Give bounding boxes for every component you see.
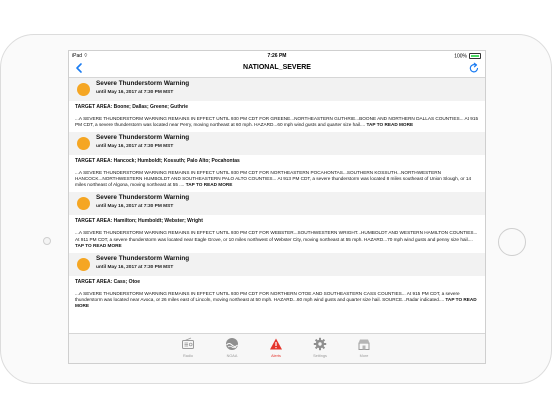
tab-label: Radio [183,354,193,358]
alert-expiry: until May 16, 2017 at 7:30 PM MST [96,90,174,95]
alert-header [69,132,485,155]
refresh-icon[interactable] [468,62,480,74]
tab-radio[interactable] [166,337,210,358]
tab-settings[interactable] [298,337,342,358]
alerts-list [69,78,485,333]
battery-status: 100% [454,53,481,59]
store-icon [357,337,371,351]
alert-target-area: TARGET AREA: Hancock; Humboldt; Kossuth; Palo Alto; Pocahontas [75,158,240,165]
tab-label: More [359,354,369,358]
tab-alerts[interactable] [254,337,298,358]
device-label: iPad ⌔ [72,53,89,59]
status-bar [69,51,485,60]
alert-expiry: until May 16, 2017 at 7:30 PM MST [96,144,174,150]
tab-bar [69,333,485,364]
tab-label: Alerts [271,354,281,358]
wifi-icon: ⌔ [83,53,89,59]
alert-expiry: until May 16, 2017 at 7:30 PM MST [96,204,174,210]
alert-item[interactable] [69,132,485,192]
alert-target-area: TARGET AREA: Cass; Otoe [75,278,141,285]
tab-noaa[interactable] [210,337,254,358]
battery-icon [469,53,481,59]
app-screen [68,50,486,364]
alert-title: Severe Thunderstorm Warning [96,80,190,87]
page-title: NATIONAL_SEVERE [243,64,311,71]
alert-severity-dot [77,83,90,96]
alert-message: ...A SEVERE THUNDERSTORM WARNING REMAINS IN EFFECT UNTIL 930 PM CDT FOR NORTHERN OTOE AND SOUTHEASTERN CASS COUNTIES... At 915 PM CDT, a severe thunderstorm was located near Avoca, or 26 miles east of Lincoln, moving northeast at 50 mph. HAZARD...60 mph wind gusts and quarter size hail. SOURCE...Radar indicated.... TAP TO READ MORE [75,290,477,308]
alert-target-area: TARGET AREA: Hamilton; Humboldt; Webster; Wright [75,218,203,225]
alert-severity-dot [77,258,90,271]
tab-more[interactable] [342,337,386,358]
alert-message: ...A SEVERE THUNDERSTORM WARNING REMAINS IN EFFECT UNTIL 930 PM CDT FOR GREENE...NORTHEASTERN GUTHRIE...BOONE AND NORTHERN DALLAS COUNTIES... At 915 PM CDT, a severe thunderstorm was located near Perry, moving northeast at 60 mph. HAZARD...60 mph wind gusts and quarter size hail.... TAP TO READ MORE [75,116,479,128]
read-more-link[interactable]: TAP TO READ MORE [366,122,414,128]
home-button[interactable] [498,228,526,256]
read-more-link[interactable]: TAP TO READ MORE [75,296,477,308]
alert-message: ...A SEVERE THUNDERSTORM WARNING REMAINS IN EFFECT UNTIL 930 PM CDT FOR WEBSTER...SOUTHWESTERN WRIGHT...HUMBOLDT AND WESTERN HAMILTON COUNTIES... At 911 PM CDT, a severe thunderstorm was located near Eagle Grove, or 10 miles northwest of Webster City, moving northeast at 55 mph. HAZARD...70 mph wind gusts and penny size hail.... TAP TO READ MORE [75,230,478,248]
gear-icon [313,337,327,351]
alert-severity-dot [77,197,90,210]
alert-header [69,78,485,101]
tab-label: Settings [313,354,327,358]
alert-header [69,253,485,276]
status-time: 7:26 PM [267,53,287,59]
alert-item[interactable] [69,253,485,313]
alert-title: Severe Thunderstorm Warning [96,254,190,262]
alert-title: Severe Thunderstorm Warning [96,134,190,142]
alert-expiry: until May 16, 2017 at 7:30 PM MST [96,264,174,270]
read-more-link[interactable]: TAP TO READ MORE [75,242,122,248]
alert-item[interactable] [69,192,485,252]
read-more-link[interactable]: TAP TO READ MORE [185,182,233,188]
front-camera [43,237,51,245]
noaa-logo-icon [225,337,239,351]
alert-header [69,192,485,215]
alert-item[interactable] [69,78,485,132]
alert-triangle-icon [269,337,283,351]
alert-message: ...A SEVERE THUNDERSTORM WARNING REMAINS IN EFFECT UNTIL 930 PM CDT FOR NORTHEASTERN POCAHONTAS...SOUTHERN KOSSUTH...NORTHWESTERN HANCOCK...NORTHWESTERN HUMBOLDT AND SOUTHEASTERN PALO ALTO COUNTIES... At 913 PM CDT, a severe thunderstorm was located 8 miles southeast of Union Slough, or 14 miles northeast of Algona, moving northeast at 55 .... TAP TO READ MORE [75,170,472,188]
navigation-bar [69,60,485,78]
alert-title: Severe Thunderstorm Warning [96,194,190,202]
radio-icon [181,337,195,351]
alert-severity-dot [77,137,90,150]
tab-label: NOAA [226,354,238,358]
alert-target-area: TARGET AREA: Boone; Dallas; Greene; Guthrie [75,104,189,110]
